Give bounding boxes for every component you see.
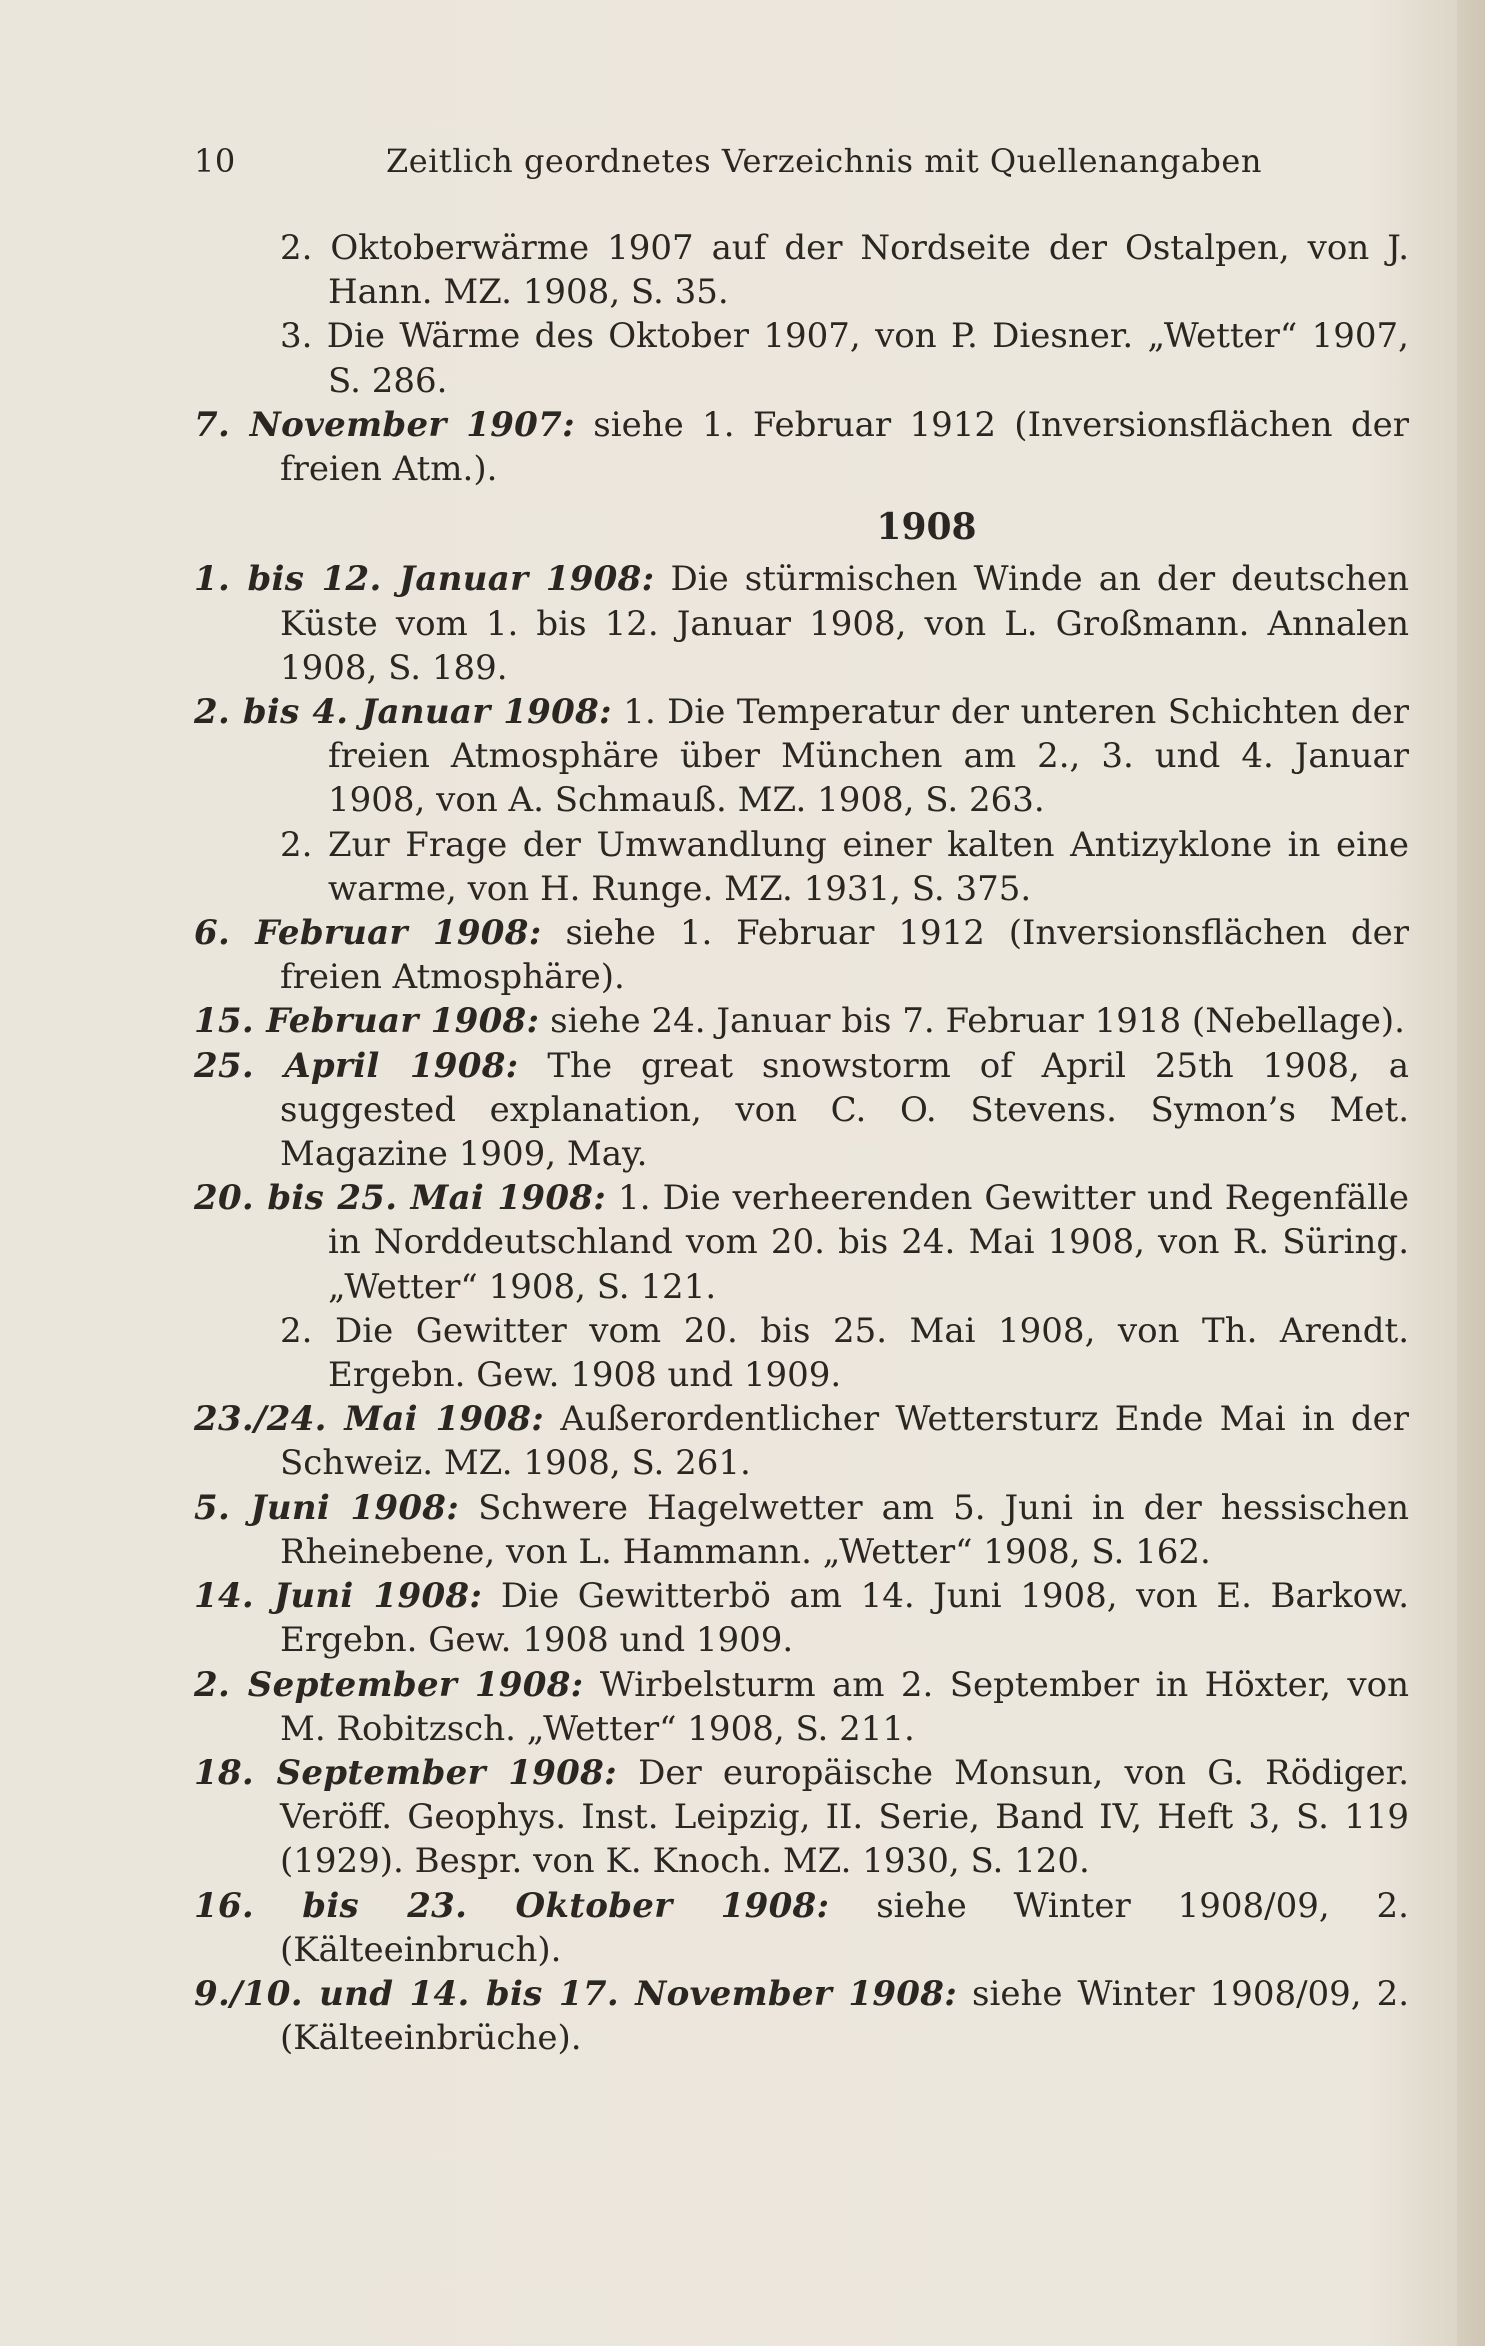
- entry-date: 2. September 1908:: [194, 1664, 584, 1705]
- entry-date: 23./24. Mai 1908:: [194, 1399, 545, 1440]
- page-body: [194, 226, 1409, 2060]
- entry-text: Die Gewitterbö am 14. Juni 1908, von E. Barkow. Ergebn. Gew. 1908 und 1909.: [280, 1576, 1409, 1661]
- list-item: [194, 403, 1409, 491]
- entry-text: Außerordentlicher Wettersturz Ende Mai in der Schweiz. MZ. 1908, S. 261.: [280, 1399, 1409, 1484]
- list-item: [194, 1044, 1409, 1177]
- entry-date: 20. bis 25. Mai 1908:: [194, 1178, 607, 1219]
- list-item: [194, 690, 1409, 823]
- entry-text: 1. Die verheerenden Gewitter und Regenfälle in Norddeutschland vom 20. bis 24. Mai 1908, von R. Süring. „Wetter“ 1908, S. 121.: [328, 1178, 1410, 1307]
- entry-subitem: 2. Die Gewitter vom 20. bis 25. Mai 1908, von Th. Arendt. Ergebn. Gew. 1908 und 1909.: [280, 1310, 1409, 1396]
- list-item: [194, 1751, 1409, 1884]
- entry-date: 5. Juni 1908:: [194, 1487, 460, 1528]
- list-item: [194, 1972, 1409, 2060]
- list-item: [194, 1176, 1409, 1309]
- list-item: [194, 557, 1409, 690]
- entry-date: 9./10. und 14. bis 17. November 1908:: [194, 1973, 958, 2014]
- list-item: [194, 1884, 1409, 1972]
- entry-date: 18. September 1908:: [194, 1752, 617, 1793]
- running-title: Zeitlich geordnetes Verzeichnis mit Quellenangaben: [386, 142, 1262, 180]
- entry-text: Die stürmischen Winde an der deutschen Küste vom 1. bis 12. Januar 1908, von L. Großmann. Annalen 1908, S. 189.: [280, 559, 1409, 688]
- entry-text: Der europäische Monsun, von G. Rödiger. Veröff. Geophys. Inst. Leipzig, II. Serie, Band IV, Heft 3, S. 119 (1929). Bespr. von K. Knoch. MZ. 1930, S. 120.: [280, 1752, 1410, 1882]
- entry-date: 25. April 1908:: [194, 1045, 519, 1086]
- entry-date: 7. November 1907:: [194, 404, 575, 445]
- entry-subitem: 3. Die Wärme des Oktober 1907, von P. Diesner. „Wetter“ 1907, S. 286.: [280, 316, 1409, 401]
- list-item: [194, 1663, 1409, 1751]
- entry-text: siehe 24. Januar bis 7. Februar 1918 (Nebellage).: [539, 1001, 1405, 1042]
- entry-text: 1. Die Temperatur der unteren Schichten der freien Atmosphäre über München am 2., 3. und 4. Januar 1908, von A. Schmauß. MZ. 1908, S. 263.: [328, 692, 1409, 821]
- list-item: [194, 1397, 1409, 1485]
- page-number: 10: [194, 142, 236, 180]
- page-edge-shadow: [1457, 0, 1485, 2346]
- list-item: [194, 1486, 1409, 1574]
- entry-text: The great snowstorm of April 25th 1908, a suggested explanation, von C. O. Stevens. Symon’s Met. Magazine 1909, May.: [280, 1045, 1409, 1175]
- entry-date: 16. bis 23. Oktober 1908:: [194, 1885, 830, 1926]
- year-heading: 1908: [876, 506, 977, 549]
- entry-text: Schwere Hagelwetter am 5. Juni in der hessischen Rheinebene, von L. Hammann. „Wetter“ 1908, S. 162.: [280, 1487, 1409, 1572]
- entry-date: 15. Februar 1908:: [194, 1001, 540, 1042]
- entry-subitem: 2. Oktoberwärme 1907 auf der Nordseite der Ostalpen, von J. Hann. MZ. 1908, S. 35.: [280, 228, 1409, 313]
- entry-text: siehe Winter 1908/09, 2. (Kälteeinbrüche).: [280, 1973, 1410, 2059]
- list-item: [194, 911, 1409, 999]
- entry-subitem: 2. Zur Frage der Umwandlung einer kalten Antizyklone in eine warme, von H. Runge. MZ. 1931, S. 375.: [280, 824, 1409, 909]
- entry-date: 2. bis 4. Januar 1908:: [194, 692, 612, 733]
- entry-date: 6. Februar 1908:: [194, 913, 542, 954]
- entry-date: 1. bis 12. Januar 1908:: [194, 559, 655, 600]
- entry-text: siehe Winter 1908/09, 2. (Kälteeinbruch).: [280, 1885, 1409, 1970]
- list-item: [194, 999, 1409, 1043]
- entry-text: Wirbelsturm am 2. September in Höxter, von M. Robitzsch. „Wetter“ 1908, S. 211.: [280, 1664, 1409, 1749]
- entry-text: siehe 1. Februar 1912 (Inversionsflächen der freien Atmosphäre).: [280, 913, 1409, 998]
- entry-text: siehe 1. Februar 1912 (Inversionsflächen der freien Atm.).: [280, 404, 1409, 490]
- list-item: [194, 1574, 1409, 1662]
- entry-date: 14. Juni 1908:: [194, 1576, 483, 1617]
